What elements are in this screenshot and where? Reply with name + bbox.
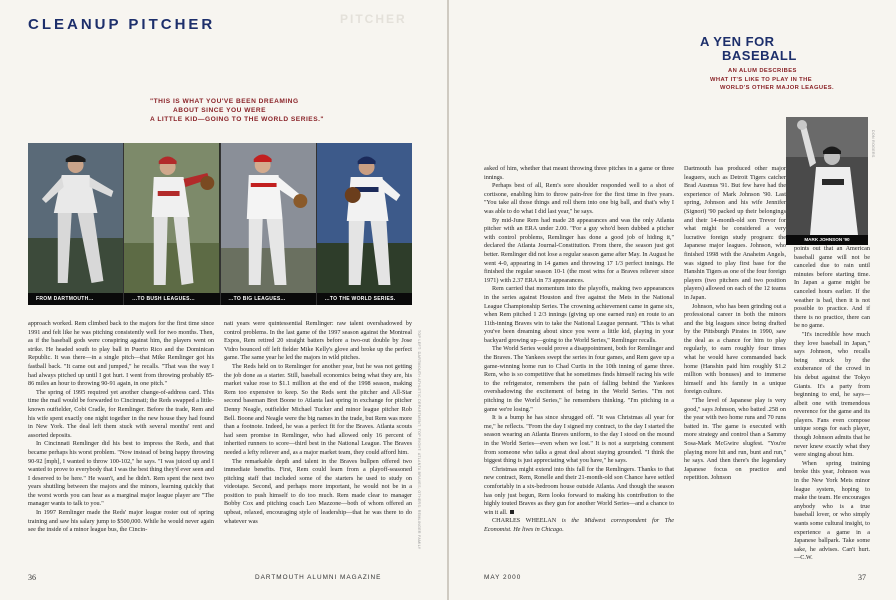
photo-caption: ...TO THE WORLD SERIES. (317, 293, 412, 305)
paragraph: It is a bump he has since shrugged off. "It was Christmas all year for me," he reflects. "From the day I signed my contract, to the day I started the season wearing an Atlanta Braves uniform, to the day I stood on the mound in the World Series—even when we lost." It is not a surprising comment from someone who talks a great deal about staying grounded. "I think the biggest thing is just appreciating what you have," he says. (484, 414, 674, 465)
ghost-title: PITCHER (340, 12, 407, 26)
pull-quote-line: A LITTLE KID—GOING TO THE WORLD SERIES." (150, 116, 325, 123)
mark-johnson-image (786, 117, 868, 235)
author-bio: is the Midwest correspondent for The Economist. He lives in Chicago. (484, 517, 675, 533)
photo-credit: TOP LEFT: DARTMOUTH ATHLETIC DEPARTMENT; TOP RIGHT: ATLANTA BRAVES; OTHERS: REMLINGER FAMILY (417, 330, 421, 550)
photo-caption: MARK JOHNSON '90 (786, 235, 868, 245)
paragraph: "The level of Japanese play is very good," says Johnson, who batted .258 on the year with two home runs and 70 runs batted in. The game is executed with more strategy and control than a Sammy Sosa-Mark McGwire slugfest. "You're playing more hit and run, bunt and run," he says. And then there's the legendary Japanese focus on practice and repetition. Johnson (684, 397, 786, 482)
paragraph: Perhaps best of all, Rem's sore shoulder responded well to a shot of cortisone, enabling him to throw pain-free for the first time in five years. "You take all those things and roll them into one big ball, and that's why I was able to do what I did last year," he says. (484, 182, 674, 215)
sidebar-column (794, 245, 870, 563)
author-name: CHARLES WHEELAN (492, 517, 557, 525)
page-number: 36 (28, 573, 36, 582)
paragraph: In 1997 Remlinger made the Reds' major league roster out of spring training and saw his salary jump to $500,000. While he would never again see the inside of a minor league bus, the Cincin- (28, 509, 214, 534)
pitcher-braves-image (317, 143, 412, 293)
pitcher-reds-image (221, 143, 316, 293)
page-number: 37 (858, 573, 866, 582)
photo-world-series (317, 143, 412, 305)
article-column (28, 320, 214, 535)
photo-bush-leagues (124, 143, 220, 305)
sidebar-title-line: A YEN FOR (700, 34, 775, 49)
paragraph: nati years were quintessential Remlinger: raw talent overshadowed by control problems. In the last game of the 1997 season against the Montreal Expos, Rem retired 20 straight batters before a two-out double by Jose Vidro bounced off left fielder Mike Kelly's glove and broke up the perfect game. The same year he led the majors in wild pitches. (224, 320, 412, 362)
sidebar-column (684, 165, 786, 483)
pitcher-dartmouth-image (28, 143, 123, 293)
left-page (0, 0, 447, 600)
author-credit (484, 517, 674, 534)
paragraph: points out that an American baseball game will not be canceled due to rain until minutes before starting time. In Japan a game might be canceled hours earlier. If the weather is bad, then it is not possible to practice. And if there is no practice, there can be no game. (794, 245, 870, 330)
photo-credit: DON ROGERS (871, 130, 875, 158)
paragraph: "It's incredible how much they love baseball in Japan," says Johnson, who recalls being struck by the exuberance of the crowd in his debut against the Tokyo Giants. It's a party from beginning to end, he says—albeit one with tremendous reverence for the game and its players. Fans even compose unique songs for each player, though Johnson admits that he never knew exactly what they were singing about him. (794, 330, 870, 459)
sidebar-title-line: BASEBALL (722, 48, 797, 63)
pull-quote-line: "THIS IS WHAT YOU'VE BEEN DREAMING (150, 98, 299, 105)
paragraph: approach worked. Rem climbed back to the majors for the first time since 1991 and felt like he was pitching consistently well for two months. Then, as if the baseball gods were conspiring against him, the players went on strike. He headed south to play ball in Puerto Rico and the Dominican Republic. It was there—in a single pitch—that Mike Remlinger got his fastball back. "It came out and jumped," he recalls. "That was the way I had always pitched up until I got hurt. I went from throwing probably 85-86 miles an hour to throwing 90-91 again, in one pitch." (28, 320, 214, 388)
paragraph: Johnson, who has been grinding out a professional career in both the minors and the big leagues since being drafted by the Pittsburgh Pirates in 1990, saw the deal as a chance for him to play regularly, to earn roughly four times what he would have commanded back home (Hanshin paid him roughly $1.2 million with bonuses) and to immerse himself and his family in a unique foreign culture. (684, 302, 786, 396)
paragraph (484, 466, 674, 518)
sidebar-deck (710, 67, 834, 93)
paragraph: The remarkable depth and talent in the Braves bullpen offered two immediate benefits. First, Rem could learn from a playoff-seasoned pitching staff that included some of the starters he used to study on videotape. Second, and perhaps more important, he would not be in a position to push himself to do too much. Rem made clear to manager Bobby Cox and pitching coach Leo Mazzone—both of whom offered an upbeat, relaxed, encouraging style of leadership—that he was there to do whatever was (224, 457, 412, 525)
photo-caption: FROM DARTMOUTH... (28, 293, 123, 305)
photo-caption: ...TO BIG LEAGUES... (221, 293, 316, 305)
article-column (224, 320, 412, 526)
paragraph: Rem carried that momentum into the playoffs, making two appearances in the series against Houston and five against the Mets in the National League Championship Series. The crowning achievement came in game six, when Rem pitched 1 2/3 innings (giving up one earned run) en route to an 11th-inning Braves win to take the National League pennant. "This is what you've been dreaming about since you were a little kid, playing in your backyard growing up—going to the World Series," Remlinger recalls. (484, 285, 674, 344)
paragraph: asked of him, whether that meant throwing three pitches in a game or three innings. (484, 165, 674, 181)
johnson-photo (786, 117, 868, 245)
sidebar-deck-line: WHAT IT'S LIKE TO PLAY IN THE (710, 76, 812, 83)
sidebar-deck-line: AN ALUM DESCRIBES (728, 68, 797, 74)
paragraph: Dartmouth has produced other major leaguers, such as Detroit Tigers catcher Brad Ausmus '91. But few have had the experience of Mark Johnson '90. Last spring, Johnson and his wife Jennifer (Signori) '90 packed up their belongings and their 14-month-old son Trevor for what might be considered a very lucrative foreign study program: the Japanese major leagues. Johnson, who finished 1998 with the Anaheim Angels, was signed to play first base for the Hanshin Tigers as one of the four foreign players (two pitchers and two position players) allowed on each of the 12 teams in Japan. (684, 165, 786, 301)
paragraph: When spring training broke this year, Johnson was in the New York Mets minor league system, hoping to make the team. He encourages anybody who is a true baseball lover, or who simply wants some cultural insight, to experience a game in a Japanese ballpark. Take some sake, he advises. Can't hurt. —C.W. (794, 459, 870, 562)
photo-big-leagues (221, 143, 317, 305)
paragraph: In Cincinnati Remlinger did his best to impress the Reds, and that became perhaps his worst problem. "Now instead of being happy throwing 90-92 [mph], I wanted to throw 100-102," he says. "I was juiced up and I wanted to prove to everybody that I was the best thing they'd ever seen and I deserved to be here." He wasn't, and he didn't. Rem spent the next two years shuttling between the majors and the minors, learning quickly that the worst words you can hear as a marginal major league player are "The manager wants to talk to you." (28, 440, 214, 508)
section-title: CLEANUP PITCHER (28, 16, 216, 33)
photo-caption: ...TO BUSH LEAGUES... (124, 293, 219, 305)
paragraph: The spring of 1995 required yet another change-of-address card. This time the mail would be forwarded to Cincinnati; the Reds swapped a little-known outfielder, Cobi Cradle, for Remlinger. Before the trade, Rem and his wife spent exactly one night together in the new house they had found in New York. The deal left them stuck with several months' rent and assorted deposits. (28, 388, 214, 439)
pitcher-minors-image (124, 143, 219, 293)
paragraph: The World Series would prove a disappointment, both for Remlinger and the Braves. The Yankees swept the series in four games, and Rem gave up a game-winning home run to Chad Curtis in the 10th inning of game three. Rem, who is so competitive that he sometimes finds himself racing his wife to the refrigerator, remembers the pain of falling behind the Yankees overshadowing the excitement of being in the World Series. "I'm not pitching in the World Series," he remembers thinking. "I'm pitching in a game we're losing." (484, 345, 674, 413)
running-head: MAY 2000 (484, 574, 522, 581)
career-photo-strip (28, 143, 412, 305)
end-mark-icon (510, 510, 514, 514)
pull-quote-line: ABOUT SINCE YOU WERE (173, 107, 267, 114)
paragraph-text: Christmas might extend into this fall for the Remlingers. Thanks to that new contract, Rem, Ronelle and their 21-month-old son Chance have settled comfortably in a six-bedroom house outside Atlanta. And though the season has only just begun, Rem looks forward to making his contribution to the highly touted Braves as they gun for another World Series—and a chance to win it all. (484, 465, 674, 516)
running-head: DARTMOUTH ALUMNI MAGAZINE (255, 574, 382, 581)
sidebar-title (700, 35, 797, 63)
paragraph: The Reds held on to Remlinger for another year, but he was not getting the job done as a starter. Still, baseball economics being what they are, his market value rose to $1.1 million at the end of the 1998 season, making Rem too expensive to keep. So the Reds sent the pitcher and All-Star second baseman Bret Boone to Atlanta last spring in exchange for pitcher Denny Neagle, outfielder Michael Tucker and minor league pitcher Rob Bell. Boone and Neagle were the big names in the trade, but Rem was more than a footnote. Indeed, he was a perfect fit for the Braves. Atlanta scouts had seen promise in Remlinger, who had allowed only 16 percent of inherited runners to score—third best in the National League. The Braves needed a lefty reliever and, as a major market team, they could afford him. (224, 362, 412, 456)
photo-dartmouth (28, 143, 124, 305)
pull-quote (150, 97, 350, 124)
paragraph: By mid-June Rem had made 28 appearances and was the only Atlanta pitcher with an ERA under 2.00. "For a guy who'd been dubbed a pitcher with control problems, Remlinger has done a good job of hiding it," declared the Atlanta Journal-Constitution. From there, the season just got better. Remlinger did not lose a regular season game after May. In August he went 4-0, appearing in 14 games and throwing 17 1/3 perfect innings. He finished the regular season 10-1 (the most wins for a Braves reliever since 1971) with 2.37 ERA in 73 appearances. (484, 216, 674, 284)
sidebar-deck-line: WORLD'S OTHER MAJOR LEAGUES. (720, 85, 835, 91)
article-column (484, 165, 674, 535)
